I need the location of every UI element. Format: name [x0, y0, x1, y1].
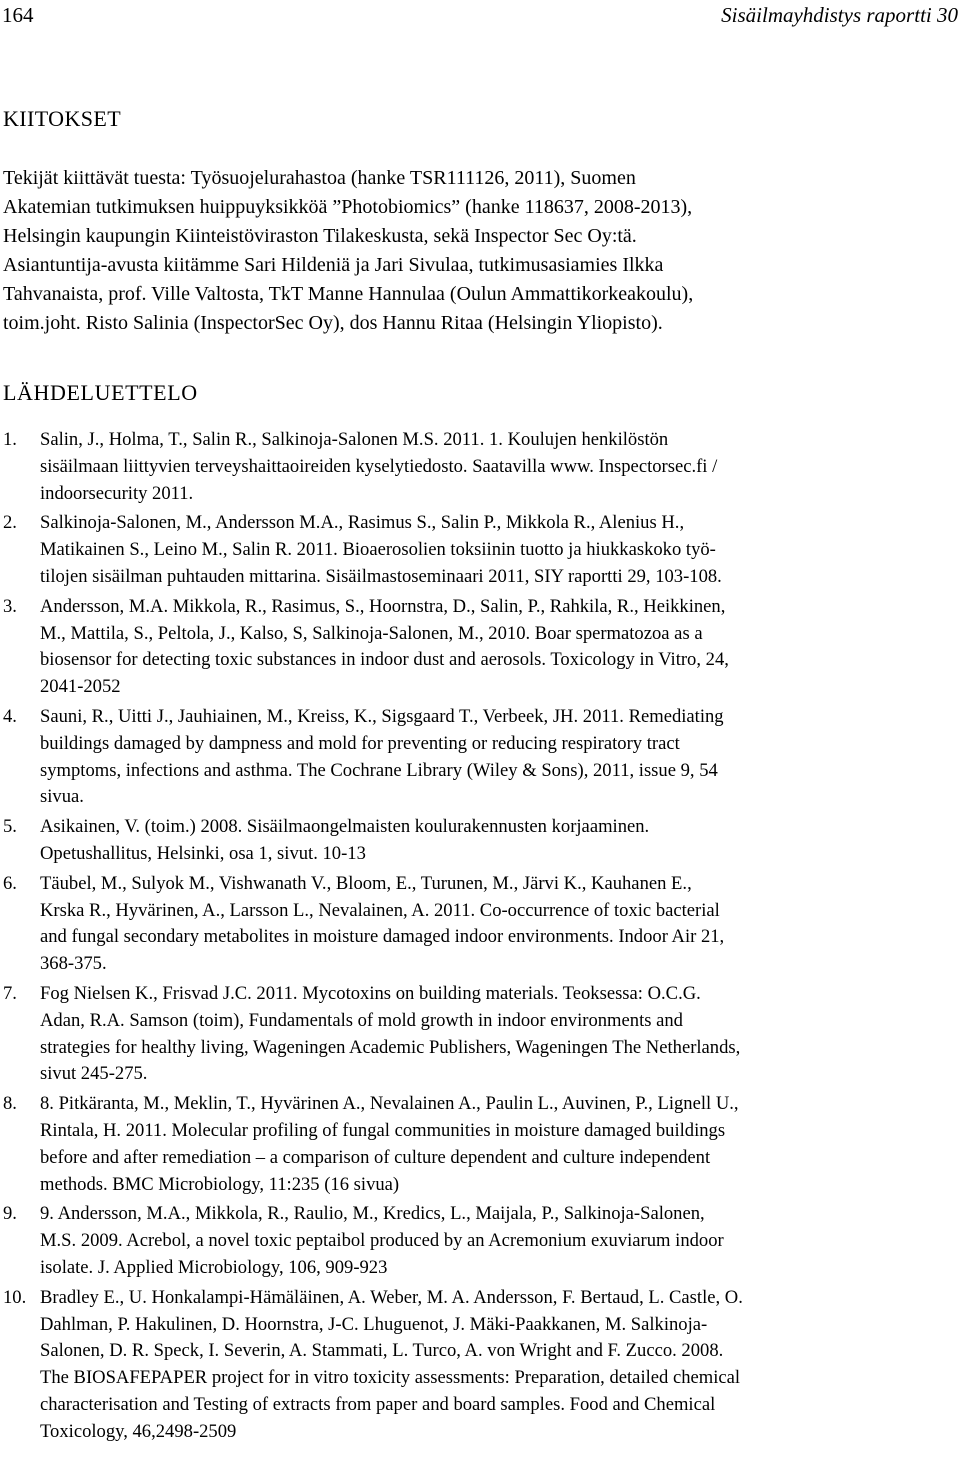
references-heading: LÄHDELUETTELO: [3, 380, 198, 405]
reference-text: [40, 510, 960, 590]
reference-text: [40, 1285, 960, 1446]
reference-line: Salkinoja-Salonen, M., Andersson M.A., Rasimus S., Salin P., Mikkola R., Alenius H.,: [40, 512, 685, 534]
reference-line: isolate. J. Applied Microbiology, 106, 909-923: [40, 1256, 388, 1278]
reference-number: 4.: [3, 705, 17, 727]
page-number: 164: [2, 3, 34, 27]
reference-line: Opetushallitus, Helsinki, osa 1, sivut. 10-13: [40, 842, 366, 864]
ack-line: Helsingin kaupungin Kiinteistöviraston Tilakeskusta, sekä Inspector Sec Oy:tä.: [3, 225, 637, 247]
reference-line: symptoms, infections and asthma. The Cochrane Library (Wiley & Sons), 2011, issue 9, 54: [40, 759, 718, 781]
reference-line: Salin, J., Holma, T., Salin R., Salkinoja-Salonen M.S. 2011. 1. Koulujen henkilöstön: [40, 429, 669, 450]
reference-line: Andersson, M.A. Mikkola, R., Rasimus, S., Hoornstra, D., Salin, P., Rahkila, R., Heikkinen,: [40, 595, 726, 617]
reference-line: biosensor for detecting toxic substances in indoor dust and aerosols. Toxicology in Vitro, 24,: [40, 649, 729, 671]
reference-line: Fog Nielsen K., Frisvad J.C. 2011. Mycotoxins on building materials. Teoksessa: O.C.G.: [40, 982, 701, 1004]
reference-text: [40, 981, 960, 1088]
reference-line: Bradley E., U. Honkalampi-Hämäläinen, A. Weber, M. A. Andersson, F. Bertaud, L. Castle, O.: [40, 1286, 743, 1308]
reference-text: [40, 871, 960, 978]
ack-line: Tahvanaista, prof. Ville Valtosta, TkT Manne Hannulaa (Oulun Ammattikorkeakoulu),: [3, 283, 694, 305]
reference-line: sivut 245-275.: [40, 1063, 148, 1085]
reference-number: 3.: [3, 595, 17, 617]
acknowledgements-paragraph: [3, 164, 943, 338]
reference-item: [0, 510, 960, 590]
reference-line: Dahlman, P. Hakulinen, D. Hoornstra, J-C. Lhuguenot, J. Mäki-Paakkanen, M. Salkinoja-: [40, 1313, 708, 1335]
reference-line: Matikainen S., Leino M., Salin R. 2011. Bioaerosolien toksiinin tuotto ja hiukkaskoko työ-: [40, 539, 716, 561]
acknowledgements-heading: KIITOKSET: [3, 106, 122, 131]
reference-item: [0, 871, 960, 978]
reference-line: 2041-2052: [40, 676, 121, 698]
ack-line: Tekijät kiittävät tuesta: Työsuojelurahastoa (hanke TSR111126, 2011), Suomen: [3, 167, 636, 189]
reference-line: 368-375.: [40, 953, 107, 975]
ack-line: Akatemian tutkimuksen huippuyksikköä ”Photobiomics” (hanke 118637, 2008-2013),: [3, 196, 693, 218]
reference-line: 9. Andersson, M.A., Mikkola, R., Raulio, M., Kredics, L., Maijala, P., Salkinoja-Salonen,: [40, 1203, 705, 1225]
reference-line: characterisation and Testing of extracts from paper and board samples. Food and Chemical: [40, 1393, 716, 1415]
reference-text: [40, 704, 960, 811]
reference-line: The BIOSAFEPAPER project for in vitro toxicity assessments: Preparation, detailed chemical: [40, 1367, 741, 1389]
reference-item: [0, 1091, 960, 1198]
reference-line: Krska R., Hyvärinen, A., Larsson L., Nevalainen, A. 2011. Co-occurrence of toxic bacterial: [40, 899, 720, 921]
reference-line: Sauni, R., Uitti J., Jauhiainen, M., Kreiss, K., Sigsgaard T., Verbeek, JH. 2011. Remediating: [40, 705, 724, 727]
reference-text: [40, 814, 960, 868]
reference-line: sisäilmaan liittyvien terveyshaittaoireiden kyselytiedosto. Saatavilla www. Inspectorsec.fi /: [40, 455, 718, 477]
reference-item: [0, 1201, 960, 1281]
reference-text: [40, 1091, 960, 1198]
reference-line: M., Mattila, S., Peltola, J., Kalso, S, Salkinoja-Salonen, M., 2010. Boar spermatozoa as a: [40, 622, 703, 644]
reference-text: [40, 1201, 960, 1281]
reference-item: [0, 594, 960, 701]
reference-number: 2.: [3, 512, 17, 534]
reference-text: [40, 594, 960, 701]
reference-line: Toxicology, 46,2498-2509: [40, 1420, 237, 1442]
reference-item: [0, 981, 960, 1088]
reference-item: [0, 427, 960, 507]
reference-number: 5.: [3, 816, 17, 838]
ack-line: Asiantuntija-avusta kiitämme Sari Hildeniä ja Jari Sivulaa, tutkimusasiamies Ilkka: [3, 254, 664, 276]
reference-line: tilojen sisäilman puhtauden mittarina. Sisäilmastoseminaari 2011, SIY raportti 29, 103-108.: [40, 565, 722, 587]
running-title: Sisäilmayhdistys raportti 30: [721, 3, 958, 27]
reference-number: 8.: [3, 1093, 17, 1115]
reference-line: sivua.: [40, 786, 84, 808]
reference-line: M.S. 2009. Acrebol, a novel toxic peptaibol produced by an Acremonium exuviarum indoor: [40, 1230, 724, 1252]
page-header: [0, 0, 960, 34]
reference-number: 1.: [3, 429, 17, 450]
reference-number: 10.: [3, 1286, 27, 1308]
reference-item: [0, 1285, 960, 1446]
reference-line: buildings damaged by dampness and mold for preventing or reducing respiratory tract: [40, 732, 680, 754]
reference-line: Salonen, D. R. Speck, I. Severin, A. Stammati, L. Turco, A. von Wright and F. Zucco. 2008.: [40, 1340, 724, 1362]
reference-text: [40, 427, 960, 507]
reference-line: 8. Pitkäranta, M., Meklin, T., Hyvärinen A., Nevalainen A., Paulin L., Auvinen, P., Lignell U.,: [40, 1093, 739, 1115]
reference-line: strategies for healthy living, Wageningen Academic Publishers, Wageningen The Netherlands,: [40, 1036, 741, 1058]
reference-line: and fungal secondary metabolites in moisture damaged indoor environments. Indoor Air 21,: [40, 926, 725, 948]
ack-line: toim.joht. Risto Salinia (InspectorSec Oy), dos Hannu Ritaa (Helsingin Yliopisto).: [3, 312, 663, 334]
reference-number: 9.: [3, 1203, 17, 1225]
reference-line: Rintala, H. 2011. Molecular profiling of fungal communities in moisture damaged buildings: [40, 1119, 726, 1141]
reference-line: before and after remediation – a comparison of culture dependent and culture independent: [40, 1146, 711, 1168]
reference-item: [0, 704, 960, 811]
reference-line: methods. BMC Microbiology, 11:235 (16 sivua): [40, 1173, 400, 1195]
reference-line: Adan, R.A. Samson (toim), Fundamentals of mold growth in indoor environments and: [40, 1009, 683, 1031]
reference-list: [0, 427, 960, 1448]
reference-number: 6.: [3, 872, 17, 894]
reference-line: Asikainen, V. (toim.) 2008. Sisäilmaongelmaisten koulurakennusten korjaaminen.: [40, 816, 650, 838]
reference-number: 7.: [3, 982, 17, 1004]
reference-line: Täubel, M., Sulyok M., Vishwanath V., Bloom, E., Turunen, M., Järvi K., Kauhanen E.,: [40, 872, 692, 894]
reference-line: indoorsecurity 2011.: [40, 482, 194, 504]
reference-item: [0, 814, 960, 868]
